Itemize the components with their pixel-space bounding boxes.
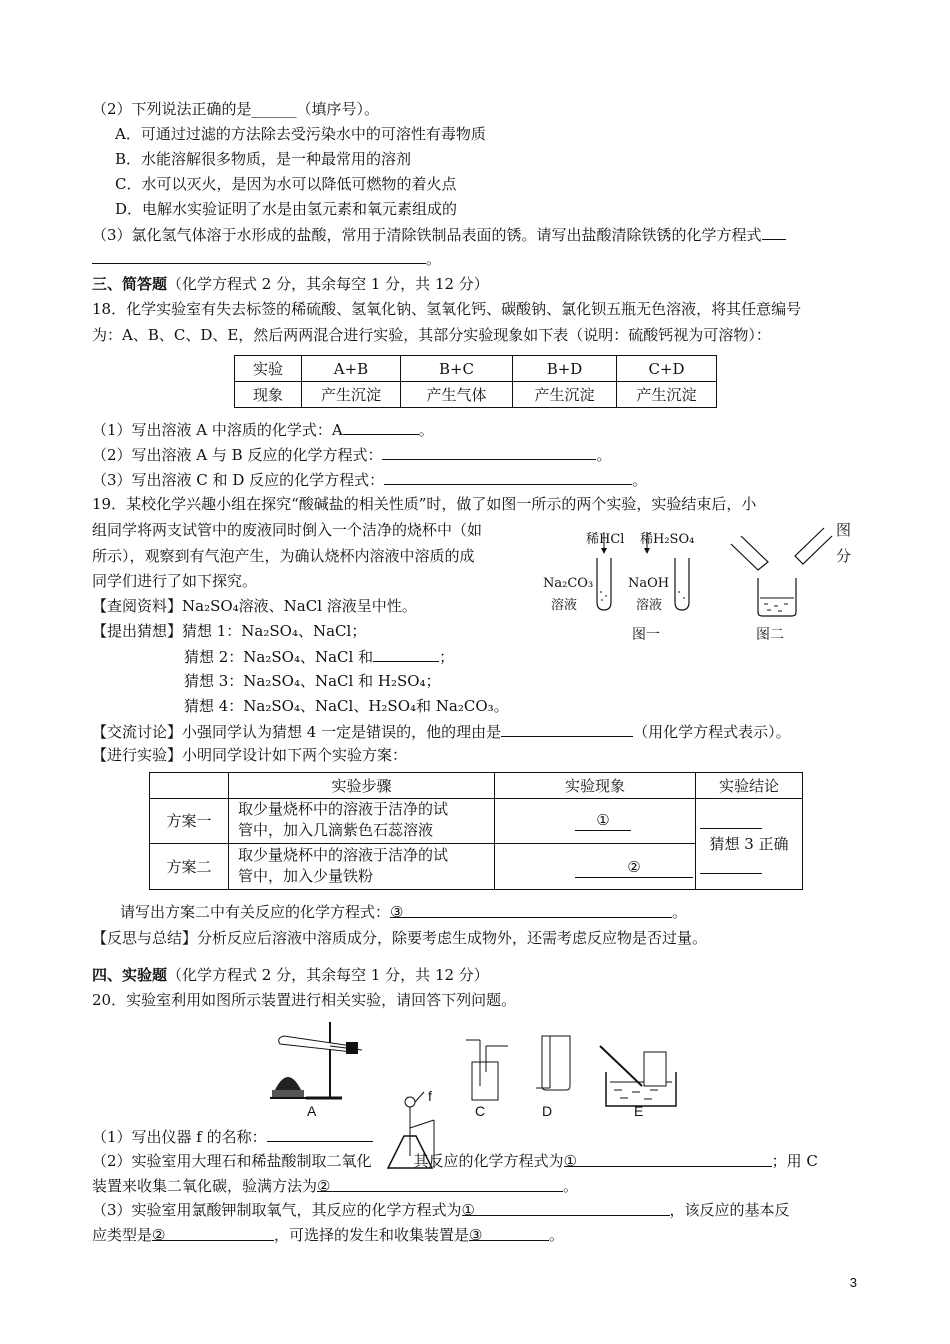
figure-one-caption: 图一	[632, 627, 660, 643]
q19-line1: 19．某校化学兴趣小组在探究“酸碱盐的相关性质”时，做了如图一所示的两个实验，实验结束后，小	[92, 495, 757, 513]
answer-blank	[762, 224, 786, 240]
answer-blank: ③	[390, 902, 672, 918]
q19-discussion: 【交流讨论】小强同学认为猜想 4 一定是错误的，他的理由是 （用化学方程式表示）。	[92, 723, 791, 741]
answer-blank: ②	[317, 1176, 563, 1192]
q17-option-b: B．水能溶解很多物质，是一种最常用的溶剂	[115, 150, 412, 168]
plan-two-label: 方案二	[166, 858, 212, 876]
section-3-heading: 三、简答题（化学方程式 2 分，其余每空 1 分，共 12 分）	[92, 275, 489, 293]
figure-two-caption: 图二	[756, 627, 784, 643]
q17-part3: （3）氯化氢气体溶于水形成的盐酸，常用于清除铁制品表面的锈。请写出盐酸清除铁锈的化学方程式	[92, 224, 786, 245]
table-cell: 现象	[235, 382, 302, 408]
answer-blank	[343, 419, 419, 435]
table-cell: 实验	[235, 356, 302, 382]
label-a: A	[307, 1103, 317, 1119]
q19-guess2: 猜想 2：Na₂SO₄、NaCl 和 ；	[184, 648, 455, 666]
q19-guess1: 【提出猜想】猜想 1：Na₂SO₄、NaCl；	[92, 622, 367, 640]
label-d: D	[542, 1103, 553, 1119]
plan-one-label: 方案一	[166, 812, 212, 830]
page-number: 3	[849, 1275, 857, 1290]
q20-answer1: （1）写出仪器 f 的名称：	[92, 1126, 373, 1147]
q18-answer2: （2）写出溶液 A 与 B 反应的化学方程式： 。	[92, 446, 612, 464]
answer-blank	[373, 646, 439, 662]
table-cell: B+C	[401, 356, 513, 382]
table-cell: 产生沉淀	[617, 382, 717, 408]
tilted-tube-icon	[731, 528, 832, 570]
label-solution: 溶液	[551, 598, 578, 613]
q19-line4: 同学们进行了如下探究。	[92, 572, 258, 590]
q19-guess3: 猜想 3：Na₂SO₄、NaCl 和 H₂SO₄；	[184, 672, 441, 690]
q19-plan-table	[149, 772, 803, 890]
q19-info: 【查阅资料】Na₂SO₄溶液、NaCl 溶液呈中性。	[92, 597, 417, 615]
beaker-icon	[758, 578, 796, 616]
table-header: 实验步骤	[331, 777, 392, 795]
table-cell: 产生沉淀	[302, 382, 401, 408]
q18-results-table	[234, 355, 717, 408]
apparatus-a-icon	[270, 1022, 362, 1098]
table-header: 实验结论	[718, 777, 779, 795]
plan-two-observation: ②	[575, 857, 693, 878]
q19-guess4: 猜想 4：Na₂SO₄、NaCl、H₂SO₄和 Na₂CO₃。	[184, 697, 509, 715]
q20-answer3-line2: 应类型是② ，可选择的发生和收集装置是③ 。	[92, 1226, 565, 1244]
table-cell: A+B	[302, 356, 401, 382]
answer-blank	[382, 444, 596, 460]
label-c: C	[475, 1103, 486, 1119]
section-4-heading: 四、实验题（化学方程式 2 分，其余每空 1 分，共 12 分）	[92, 966, 489, 984]
q19-experiment: 【进行实验】小明同学设计如下两个实验方案：	[92, 746, 408, 764]
q18-line1: 18．化学实验室有失去标签的稀硫酸、氢氧化钠、氢氧化钙、碳酸钠、氯化钡五瓶无色溶液，将其任意编号	[92, 300, 802, 318]
q17-part3-line2: 。	[92, 248, 441, 269]
answer-blank	[92, 248, 426, 264]
q17-option-c: C．水可以灭火，是因为水可以降低可燃物的着火点	[115, 175, 457, 193]
label-na2co3: Na₂CO₃	[543, 576, 594, 591]
label-dilute-h2so4: 稀H₂SO₄	[640, 532, 695, 547]
label-e: E	[634, 1103, 644, 1119]
q17-option-a: A．可通过过滤的方法除去受污染水中的可溶性有毒物质	[115, 125, 486, 143]
plan-one-step: 取少量烧杯中的溶液于洁净的试	[238, 800, 449, 818]
answer-blank	[384, 469, 632, 485]
answer-blank	[267, 1126, 373, 1142]
q18-answer1: （1）写出溶液 A 中溶质的化学式：A 。	[92, 421, 434, 439]
answer-blank: ①	[564, 1151, 772, 1167]
table-cell: 产生气体	[401, 382, 513, 408]
q19-line2-end: 图	[836, 521, 852, 539]
q20-answer3: （3）实验室用氯酸钾制取氧气，其反应的化学方程式为① ，该反应的基本反	[92, 1201, 790, 1219]
table-cell: B+D	[513, 356, 617, 382]
q18-answer3: （3）写出溶液 C 和 D 反应的化学方程式： 。	[92, 471, 648, 489]
label-naoh: NaOH	[628, 576, 670, 591]
table-cell: C+D	[617, 356, 717, 382]
plan-two-step: 取少量烧杯中的溶液于洁净的试	[238, 846, 449, 864]
label-dilute-hcl: 稀HCl	[586, 532, 625, 547]
answer-blank: ①	[462, 1200, 670, 1216]
plan-conclusion: 猜想 3 正确	[709, 835, 789, 853]
plan-two-step: 管中，加入少量铁粉	[238, 867, 374, 885]
q19-line3-end: 分	[836, 547, 852, 565]
apparatus-d-icon	[536, 1036, 570, 1090]
plan-one-observation: ①	[575, 810, 631, 831]
label-solution: 溶液	[636, 598, 663, 613]
q17-part2: （2）下列说法正确的是______（填序号）。	[92, 100, 380, 118]
q19-line3: 所示），观察到有气泡产生，为确认烧杯内溶液中溶质的成	[92, 547, 475, 565]
table-header: 实验现象	[564, 777, 625, 795]
answer-blank: ②	[152, 1225, 274, 1241]
apparatus-e-icon	[600, 1046, 676, 1106]
answer-blank	[501, 721, 633, 737]
table-cell: 产生沉淀	[513, 382, 617, 408]
q17-option-d: D．电解水实验证明了水是由氢元素和氧元素组成的	[115, 200, 458, 218]
test-tube-icon	[675, 558, 689, 610]
q19-reflection: 【反思与总结】分析反应后溶液中溶质成分，除要考虑生成物外，还需考虑反应物是否过量。	[92, 929, 708, 947]
q19-equation: 请写出方案二中有关反应的化学方程式：③ 。	[120, 903, 688, 921]
label-f: f	[428, 1088, 432, 1104]
answer-blank: ③	[469, 1225, 549, 1241]
q20-answer2: （2）实验室用大理石和稀盐酸制取二氧化 其反应的化学方程式为① ；用 C	[92, 1152, 818, 1170]
q18-line2: 为：A、B、C、D、E，然后两两混合进行实验，其部分实验现象如下表（说明：硫酸钙视为可溶物）：	[92, 326, 771, 344]
apparatus-c-icon	[466, 1040, 508, 1100]
q20-answer2-line2: 装置来收集二氧化碳，验满方法为② 。	[92, 1177, 579, 1195]
q19-line2: 组同学将两支试管中的废液同时倒入一个洁净的烧杯中（如	[92, 521, 483, 539]
plan-one-step: 管中，加入几滴紫色石蕊溶液	[238, 821, 434, 839]
q20-line1: 20．实验室利用如图所示装置进行相关实验，请回答下列问题。	[92, 991, 517, 1009]
